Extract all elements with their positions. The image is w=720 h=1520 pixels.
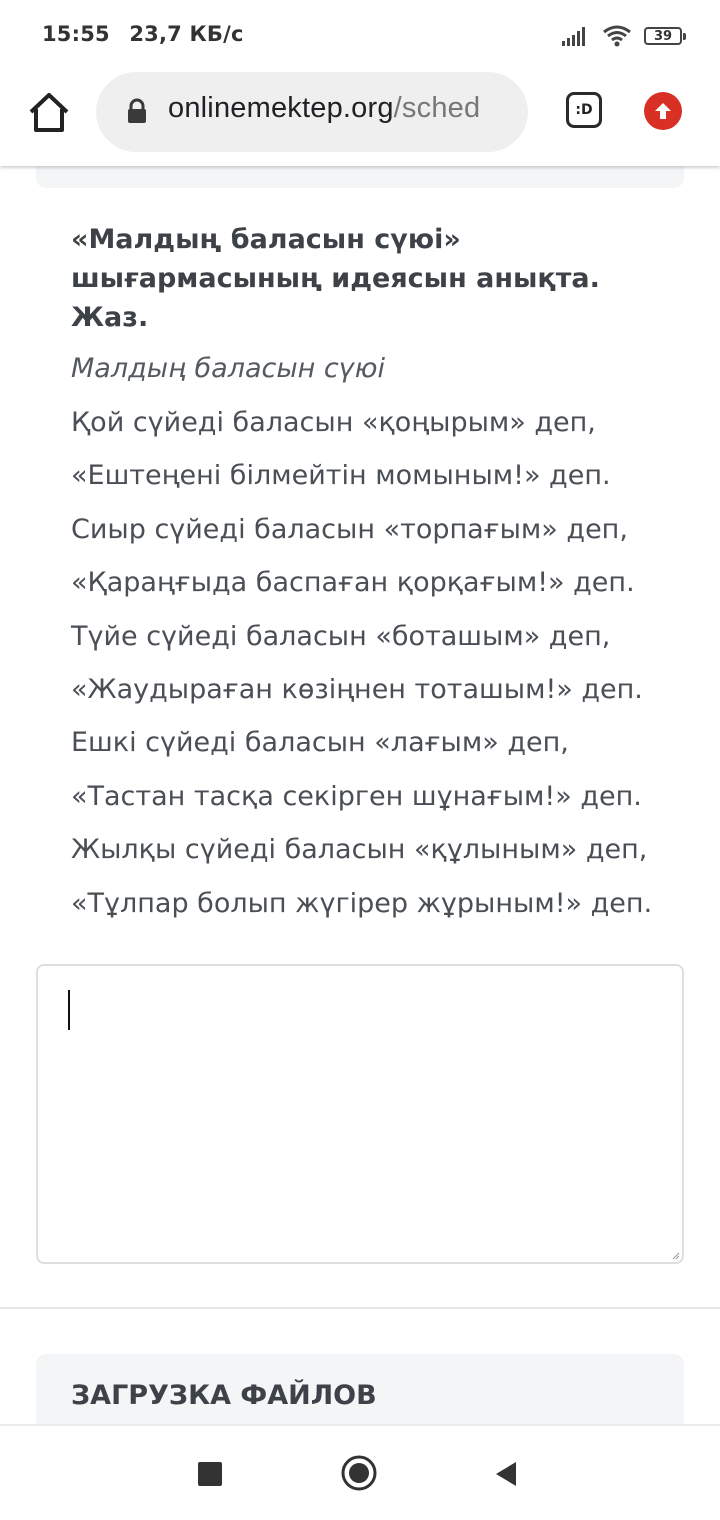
poem-line: «Жаудыраған көзіңнен тоташым!» деп. [71,673,643,705]
poem-line: Ешкі сүйеді баласын «лағым» деп, [71,727,569,759]
battery-icon [644,27,682,45]
upload-title: ЗАГРУЗКА ФАЙЛОВ [71,1380,377,1411]
poem-line: Түйе сүйеді баласын «боташым» деп, [71,620,611,652]
status-time: 15:55 [42,22,110,46]
status-left [42,22,256,46]
url-bar[interactable] [96,72,528,152]
poem-line: «Ештеңені білмейтін момыным!» деп. [71,460,611,492]
poem-line: Сиыр сүйеді баласын «торпағым» деп, [71,513,628,545]
question-title: «Малдың баласын сүюі» шығармасының идеясын анықта. Жаз. [71,224,600,333]
poem-title: Малдың баласын сүюі [71,353,385,384]
network-speed: 23,7 КБ/с [129,22,244,46]
url-text[interactable] [168,92,480,125]
system-nav-bar [0,1424,720,1520]
browser-toolbar [0,68,720,166]
resize-handle-icon[interactable] [670,1250,680,1260]
lock-icon [126,98,148,124]
poem-line: Қой сүйеді баласын «қоңырым» деп, [71,407,596,438]
poem [71,350,691,938]
url-path: /sched [393,92,481,124]
signal-icon [562,26,590,46]
url-domain: onlinemektep.org [168,92,394,124]
wifi-icon [602,25,632,47]
back-icon[interactable] [494,1460,518,1488]
home-icon[interactable] [26,90,72,136]
text-caret [68,990,70,1030]
update-icon[interactable] [644,92,682,130]
tab-label: :D [575,102,593,118]
answer-textarea[interactable] [36,964,684,1264]
status-right [562,22,682,50]
poem-line: «Тұлпар болып жүгірер жұрыным!» деп. [71,887,653,919]
arrow-up-icon [652,100,674,122]
poem-line: «Тастан тасқа секірген шұнағым!» деп. [71,780,642,812]
section-divider [0,1307,720,1309]
status-bar [0,0,720,68]
poem-line: «Қараңғыда баспаған қорқағым!» деп. [71,567,635,599]
recents-icon[interactable] [198,1462,222,1486]
battery-level: 39 [653,28,673,44]
poem-line: Жылқы сүйеді баласын «құлыным» деп, [71,834,648,866]
home-circle-icon[interactable] [341,1455,377,1491]
tabs-icon[interactable] [566,92,602,128]
